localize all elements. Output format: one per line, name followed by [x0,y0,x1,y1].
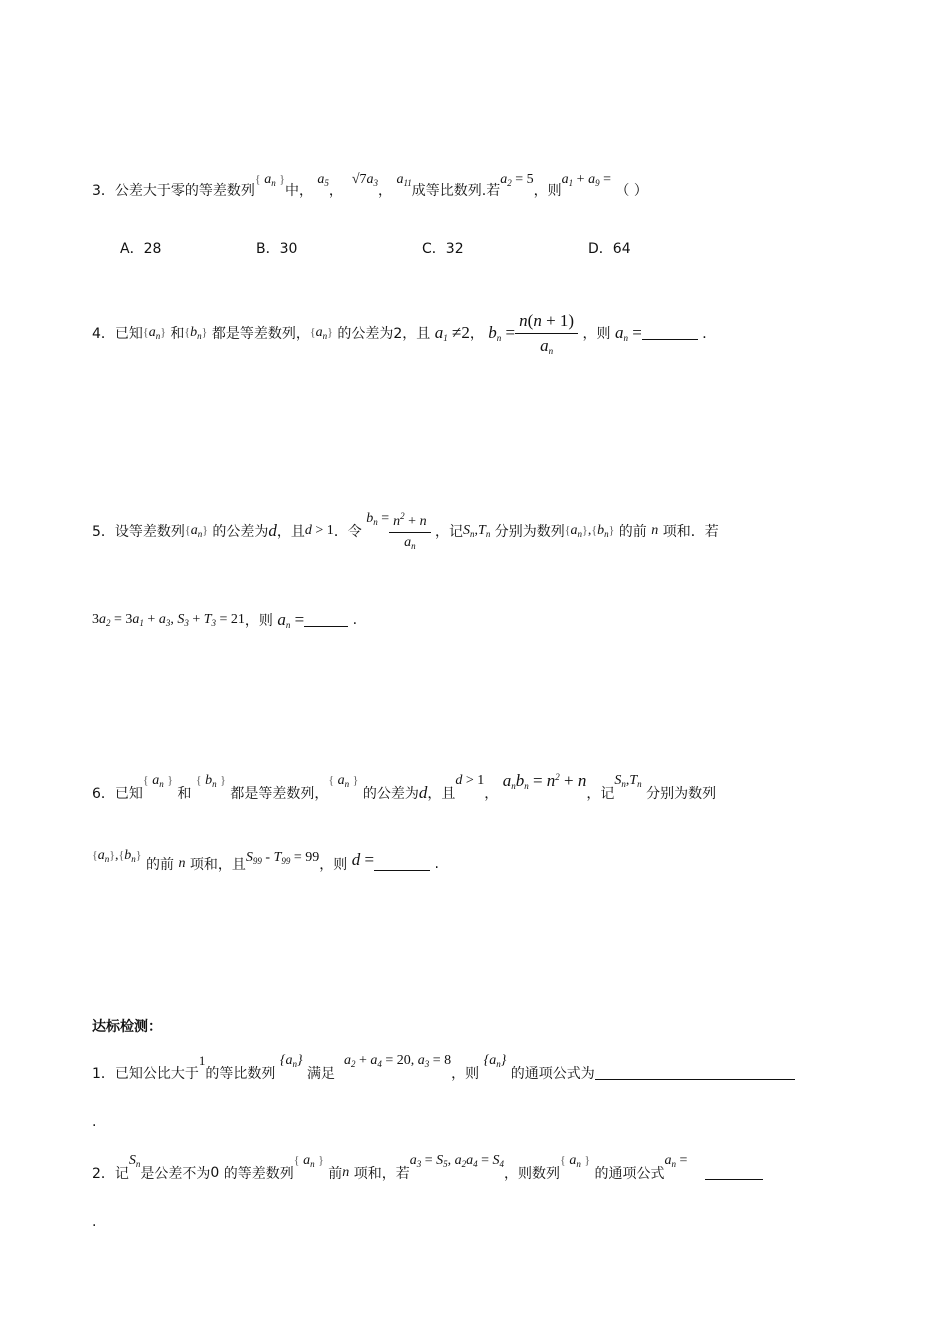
sequence-a-n: $\{a_n\}$ [483,1053,507,1069]
formula-b-n: $b_n$ = [488,323,516,343]
var-d: d [268,521,277,540]
condition-equation: $a_3 = S_5$, $a_2a_4 = S_4$ [409,1153,505,1169]
question-number: 6． [92,786,115,802]
cond-d: d > 1 [455,773,485,788]
fraction-n2-plus-n-over-a-n: $\frac{n^2 + n}{a_n}$ [389,511,430,551]
condition-equation: $3a_2 = 3a_1 + a_3$, $S_3 + T_3 = 21$ [92,612,245,628]
fraction-n-n-plus-1-over-a-n: $\frac{n(n + 1)}{a_n}$ [515,311,578,356]
question-4: 4． 已知 $\{a_n\}$ 和 $\{b_n\}$ 都是等差数列， $\{a_n\}$ 的公差为2，且 $a_1 \ne 2$ ， $b_n$ = $\frac{n(n + 1)}{a_n}$ ，则 $a_n$ = ． [92,310,717,356]
option-b: B．30 [256,241,298,257]
question-5: 5． 设等差数列 $\{a_n\}$ 的公差为 d ，且 d > 1 ．令 $b_n$ = $\frac{n^2 + n}{a_n}$ ，记 $S_n,T_n$ 分别为数列 $\{a_n\},\{b_n\}$ 的前 n 项和．若 [92,511,719,551]
answer-blank[interactable] [705,1167,763,1180]
question-number: 4． [92,326,115,342]
question-number: 5． [92,524,115,540]
option-a: A．28 [120,241,162,257]
sequence-a-n: $\{a_n\}$ [279,1053,303,1069]
question-6: 6． 已知 { $a_n$ } 和 { $b_n$ } 都是等差数列， { $a_n$ } 的公差为 d ，且 d > 1 ， $a_nb_n = n^2 + n$ ，记 $S_n,T_n$ 分别为数列 [92,771,717,802]
question-number: 2． [92,1166,115,1182]
answer-blank[interactable] [642,327,698,340]
sequence-a-n: $\{a_n\}$ [309,325,333,341]
answer-d: d = [351,850,375,869]
var-n: n [178,856,186,871]
condition-equation: $a_2 + a_4 = 20$, $a_3 = 8$ [343,1053,452,1069]
sequence-a-n: { $a_n$ } [254,172,285,188]
option-c: C．32 [422,241,464,257]
option-d: D．64 [588,241,631,257]
var-n: n [342,1165,350,1180]
cond-a2-eq: $a_2 = 5$ [500,172,534,188]
var-d: d [418,783,428,802]
question-number: 3． [92,183,115,199]
sum-a1-a9: $a_1 + a_9$ = [561,172,611,188]
formula-b-n: $b_n$ = [366,511,390,527]
sequences-a-b: $\{a_n\},\{b_n\}$ [92,848,142,864]
question-5-conditions: $3a_2 = 3a_1 + a_3$, $S_3 + T_3 = 21$ ，则 $a_n$ = . [92,610,358,630]
sequence-a-n: { $a_n$ } [142,773,173,789]
check-question-1: 1． 已知公比大于 1 的等比数列 $\{a_n\}$ 满足 $a_2 + a_4 = 20$, $a_3 = 8$ ，则 $\{a_n\}$ 的通项公式为 [92,1058,795,1088]
sum-S-n: $S_n$ [128,1153,141,1169]
sums-S-T: $S_n,T_n$ [614,773,642,789]
answer-blank[interactable] [304,614,348,627]
question-3: 3．公差大于零的等差数列{ $a_n$ }中， $a_5$， $√7a_3$， $a_{11}$成等比数列.若$a_2 = 5$，则$a_1 + a_9$ = （ ） [92,172,648,199]
answer-blank[interactable] [374,858,430,871]
term-sqrt7-a3: $√7a_3$ [351,172,378,188]
sequence-a-n: { $a_n$ } [328,773,359,789]
term-a5: $a_5$ [317,172,329,188]
answer-blank[interactable] [595,1067,795,1080]
answer-a-n: $a_n$ = [277,610,305,630]
sequence-a-n: $\{a_n\}$ [142,325,166,341]
var-n: n [651,523,659,538]
sequences-a-b: $\{a_n\},\{b_n\}$ [564,523,615,539]
term-a11: $a_{11}$ [396,172,412,188]
sequence-a-n: { $a_n$ } [293,1153,324,1169]
question-number: 1． [92,1066,115,1082]
sequence-b-n: $\{b_n\}$ [184,325,208,341]
question-6-continued: $\{a_n\},\{b_n\}$ 的前 n 项和，且 $S_{99} - T_{99} = 99$ ，则 d = . [92,848,439,873]
cond-d: d > 1 [304,523,334,538]
sequence-a-n: $\{a_n\}$ [184,523,208,539]
check-question-2: 2． 记 $S_n$ 是公差不为 0 的等差数列 { $a_n$ } 前 n 项和，若 $a_3 = S_5$, $a_2a_4 = S_4$ ，则数列 { $a_n$ } 的通项公式 $a_n$ = [92,1158,763,1188]
condition-equation: $S_{99} - T_{99} = 99$ [245,850,320,866]
answer-a-n: $a_n$ = [664,1153,688,1169]
sequence-a-n: { $a_n$ } [560,1153,591,1169]
answer-a-n: $a_n$ = [614,323,642,343]
cond-a1-neq: $a_1 \ne 2$ [434,323,470,343]
sequence-b-n: { $b_n$ } [195,773,226,789]
product-equation: $a_nb_n = n^2 + n$ [502,771,587,791]
section-title: 达标检测： [92,1019,162,1035]
answer-paren: （ ） [615,183,648,199]
sums-S-T: $S_n,T_n$ [463,523,491,539]
